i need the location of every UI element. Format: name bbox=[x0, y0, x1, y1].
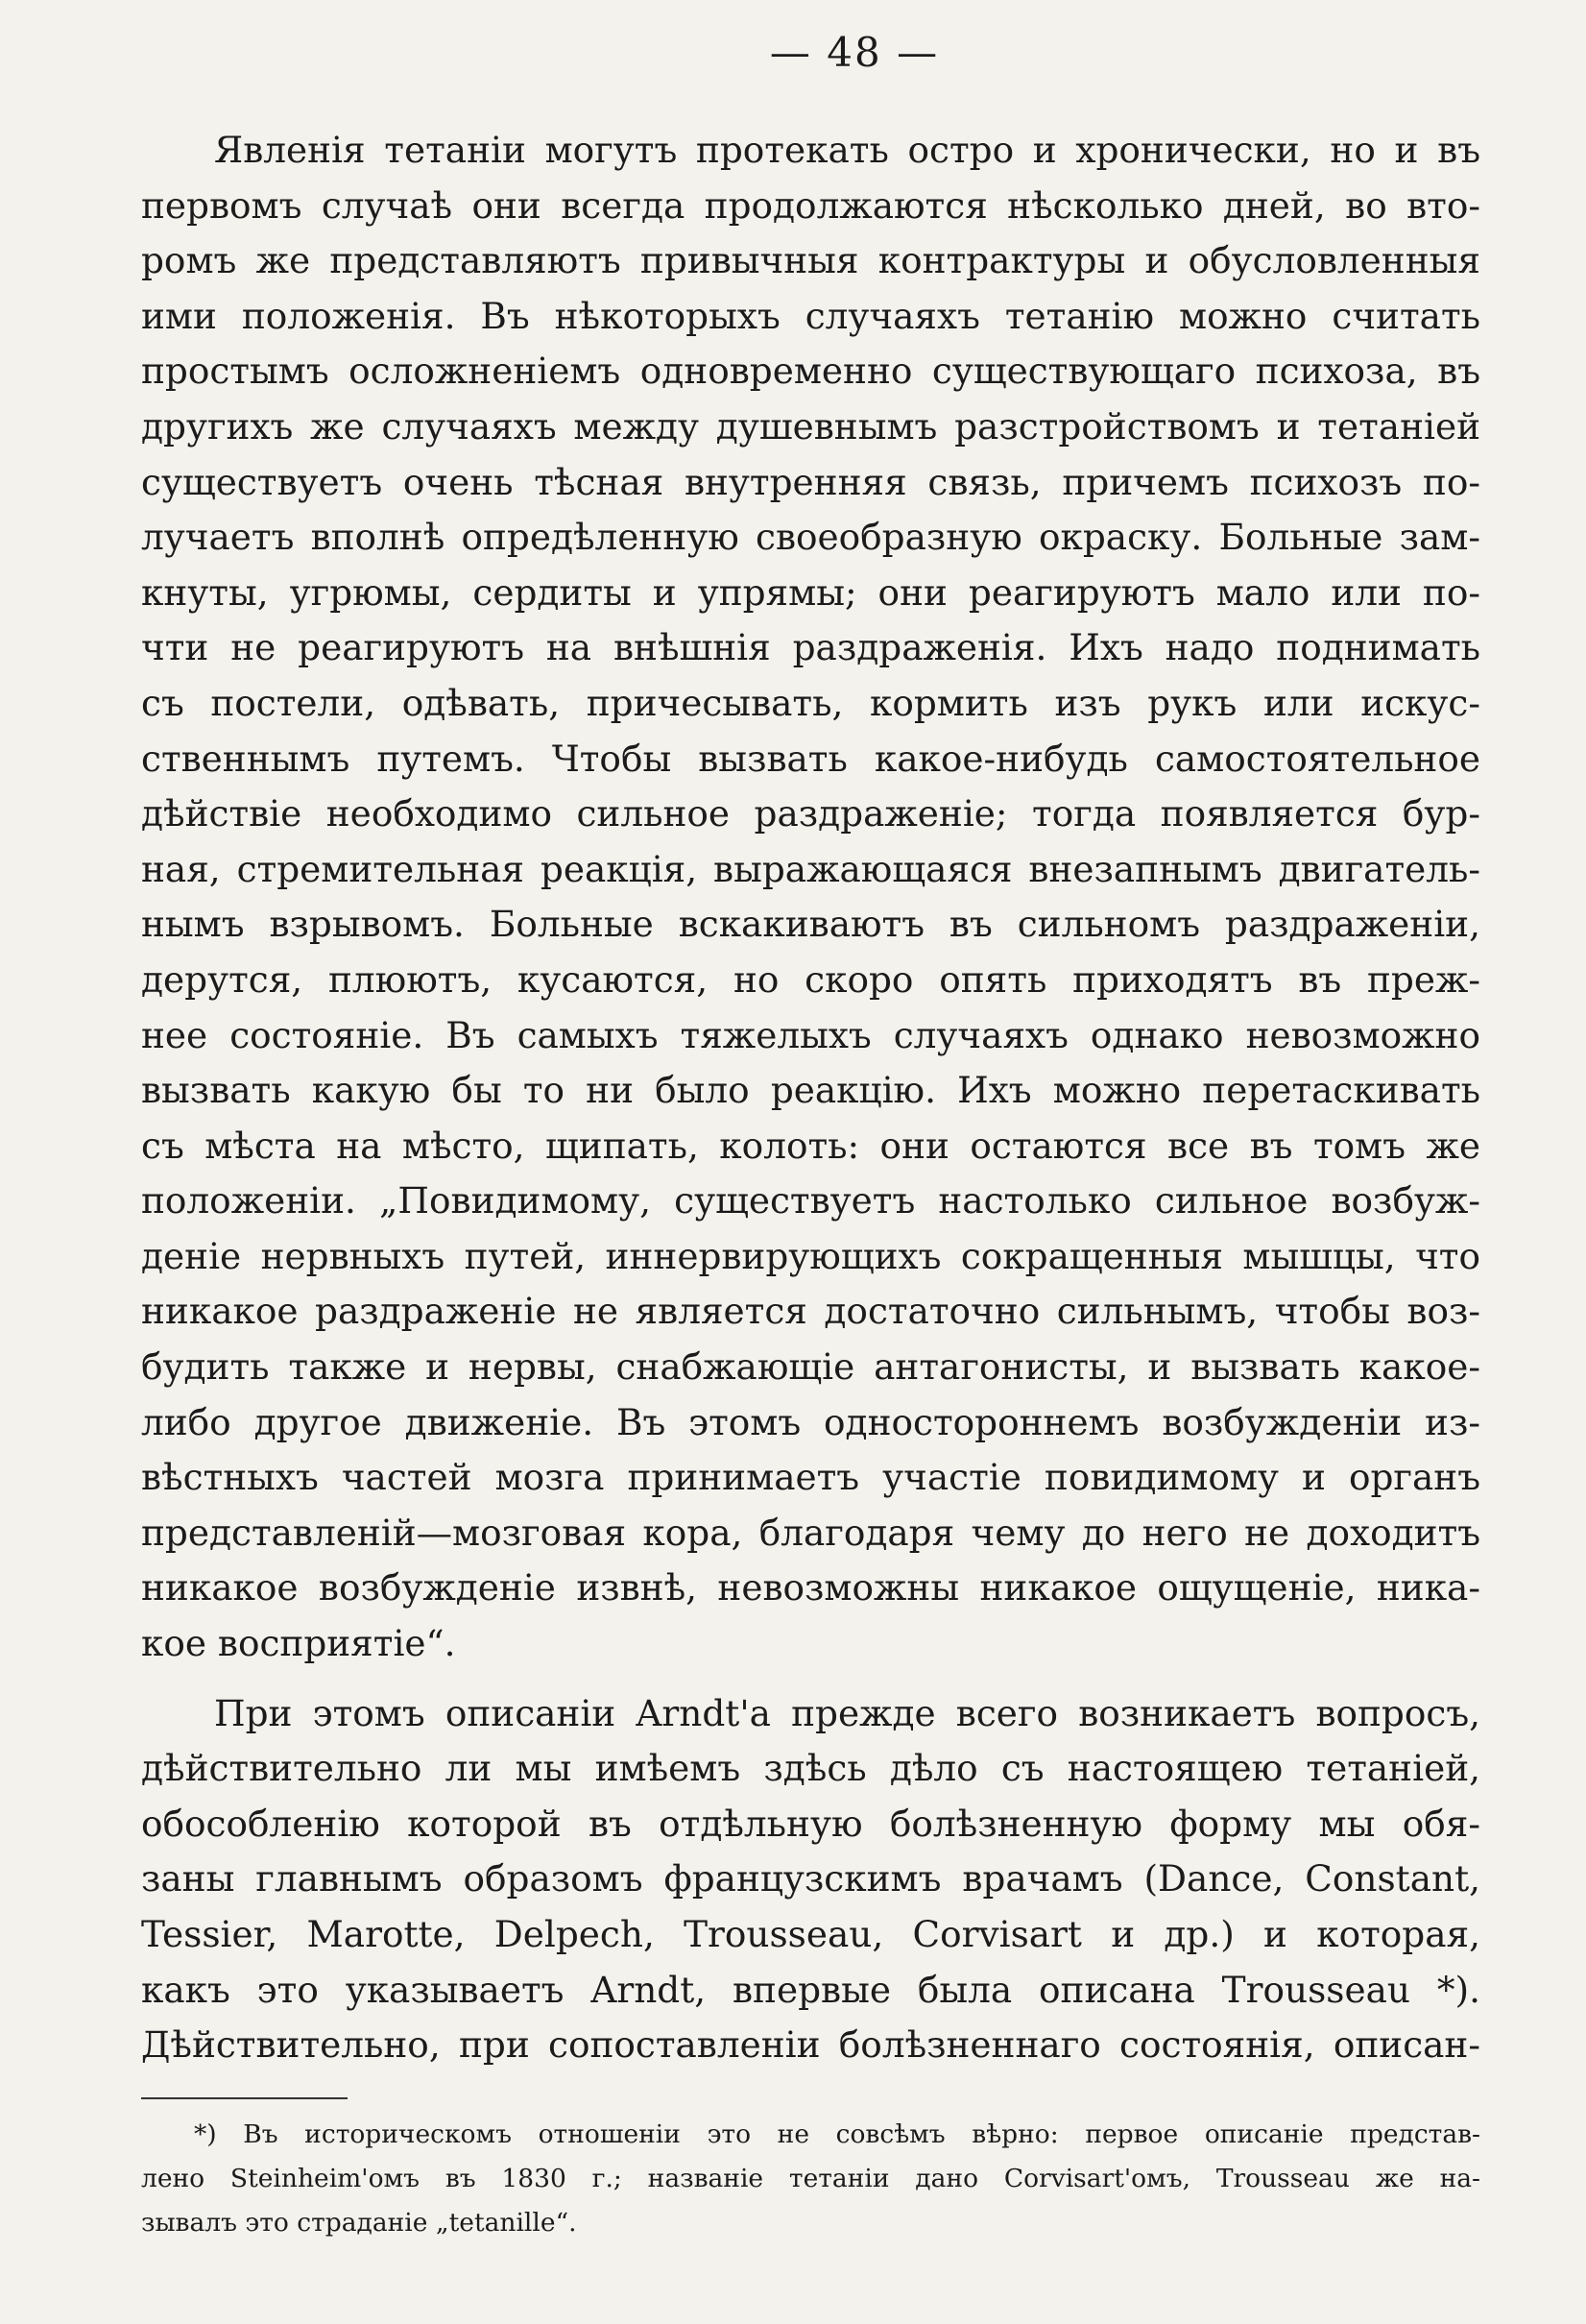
text-line: съ мѣста на мѣсто, щипать, колоть: они остаются все въ томъ же bbox=[141, 1124, 1480, 1167]
body-text bbox=[141, 123, 1480, 2073]
footnote-line: зывалъ это страданіе „tetanille“. bbox=[141, 2208, 577, 2238]
text-line: представленій—мозговая кора, благодаря чему до него не доходитъ bbox=[141, 1511, 1480, 1554]
footnote bbox=[141, 2113, 1480, 2245]
text-line: положеніи. „Повидимому, существуетъ настолько сильное возбуж- bbox=[141, 1179, 1480, 1223]
text-line: При этомъ описаніи Arndt'а прежде всего возникаетъ вопросъ, bbox=[214, 1691, 1480, 1734]
text-line: лучаетъ вполнѣ опредѣленную своеобразную окраску. Больные зам- bbox=[141, 516, 1480, 559]
paragraph-2 bbox=[141, 1686, 1480, 2073]
text-line: ная, стремительная реакція, выражающаяся внезапнымъ двигатель- bbox=[141, 847, 1480, 890]
text-line: Явленія тетаніи могутъ протекать остро и хронически, но и въ bbox=[214, 129, 1480, 171]
text-line: вѣстныхъ частей мозга принимаетъ участіе повидимому и органъ bbox=[141, 1456, 1480, 1499]
text-line: первомъ случаѣ они всегда продолжаются нѣсколько дней, во вто- bbox=[141, 183, 1480, 227]
text-line: Tessier, Marotte, Delpech, Trousseau, Corvisart и др.) и которая, bbox=[141, 1913, 1480, 1955]
footnote-divider bbox=[141, 2097, 348, 2099]
text-line: простымъ осложненіемъ одновременно существующаго психоза, въ bbox=[141, 350, 1480, 393]
page-number: — 48 — bbox=[769, 29, 940, 76]
text-line: ственнымъ путемъ. Чтобы вызвать какое-нибудь самостоятельное bbox=[141, 737, 1480, 780]
text-line: никакое раздраженіе не является достаточно сильнымъ, чтобы воз- bbox=[141, 1290, 1480, 1333]
text-line: нее состояніе. Въ самыхъ тяжелыхъ случаяхъ однако невозможно bbox=[141, 1013, 1480, 1056]
text-line: нымъ взрывомъ. Больные вскакиваютъ въ сильномъ раздраженіи, bbox=[141, 903, 1480, 946]
text-line: чти не реагируютъ на внѣшнія раздраженія. Ихъ надо поднимать bbox=[141, 626, 1480, 669]
text-line: кое восприятіе“. bbox=[141, 1622, 456, 1665]
text-line: другихъ же случаяхъ между душевнымъ разстройствомъ и тетаніей bbox=[141, 404, 1480, 448]
text-line: обособленію которой въ отдѣльную болѣзненную форму мы обя- bbox=[141, 1802, 1480, 1845]
text-line: существуетъ очень тѣсная внутренняя связь, причемъ психозъ по- bbox=[141, 460, 1480, 503]
text-line: кнуты, угрюмы, сердиты и упрямы; они реагируютъ мало или по- bbox=[141, 570, 1480, 614]
text-line: Дѣйствительно, при сопоставленіи болѣзненнаго состоянія, описан- bbox=[141, 2023, 1480, 2067]
text-line: заны главнымъ образомъ французскимъ врачамъ (Dance, Constant, bbox=[141, 1857, 1480, 1900]
text-line: дѣйствіе необходимо сильное раздраженіе; тогда появляется бур- bbox=[141, 792, 1480, 835]
text-line: ромъ же представляютъ привычныя контрактуры и обусловленныя bbox=[141, 239, 1480, 282]
text-line: дѣйствительно ли мы имѣемъ здѣсь дѣло съ настоящею тетаніей, bbox=[141, 1747, 1480, 1790]
text-line: ими положенія. Въ нѣкоторыхъ случаяхъ тетанію можно считать bbox=[141, 294, 1480, 337]
paragraph-1 bbox=[141, 123, 1480, 1672]
text-line: деніе нервныхъ путей, иннервирующихъ сокращенныя мышцы, что bbox=[141, 1234, 1480, 1277]
text-line: съ постели, одѣвать, причесывать, кормить изъ рукъ или искус- bbox=[141, 681, 1480, 724]
text-line: вызвать какую бы то ни было реакцію. Ихъ можно перетаскивать bbox=[141, 1069, 1480, 1112]
footnote-line: лено Steinheim'омъ въ 1830 г.; названіе тетаніи дано Corvisart'омъ, Trousseau же на- bbox=[141, 2164, 1480, 2193]
text-line: дерутся, плюютъ, кусаются, но скоро опять приходятъ въ преж- bbox=[141, 957, 1480, 1001]
footnote-line: *) Въ историческомъ отношеніи это не совсѣмъ вѣрно: первое описаніе представ- bbox=[194, 2119, 1480, 2149]
text-line: либо другое движеніе. Въ этомъ одностороннемъ возбужденіи из- bbox=[141, 1400, 1480, 1443]
paragraph-gap bbox=[141, 1672, 1480, 1686]
text-line: какъ это указываетъ Arndt, впервые была описана Trousseau *). bbox=[141, 1968, 1480, 2011]
text-line: никакое возбужденіе извнѣ, невозможны никакое ощущеніе, ника- bbox=[141, 1566, 1480, 1610]
text-line: будить также и нервы, снабжающіе антагонисты, и вызвать какое- bbox=[141, 1345, 1480, 1389]
